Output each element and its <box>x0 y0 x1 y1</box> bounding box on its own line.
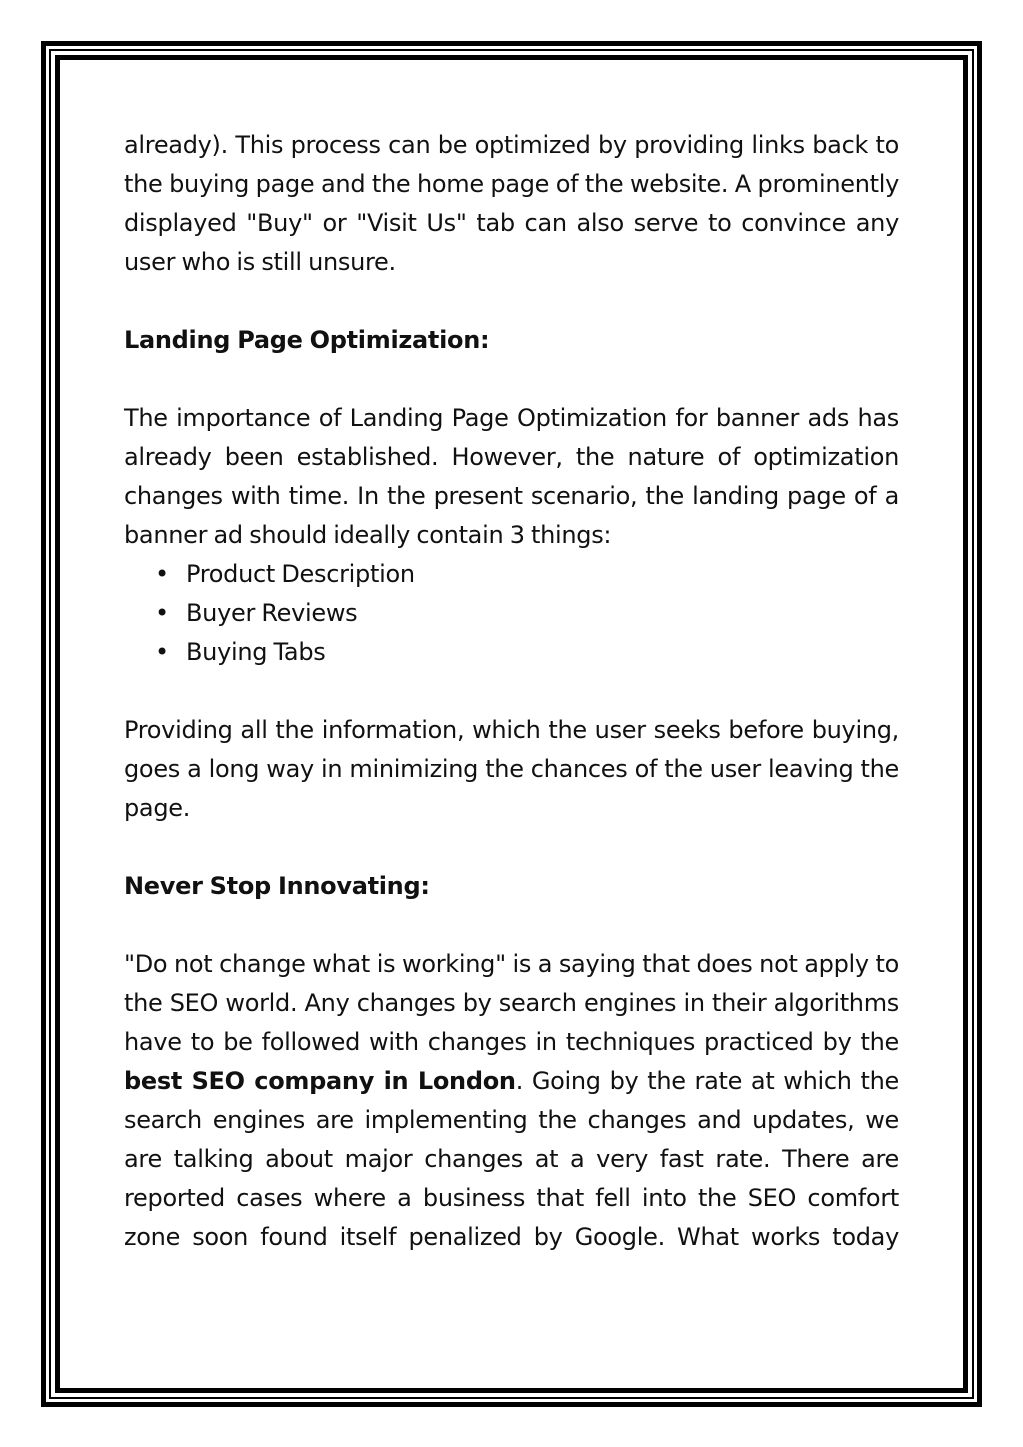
list-item <box>124 594 899 633</box>
bullet-icon: • <box>155 638 169 666</box>
list-item <box>124 555 899 594</box>
bullet-icon: • <box>155 599 169 627</box>
spacer <box>124 906 899 945</box>
list-item-label: Buyer Reviews <box>186 599 358 627</box>
spacer <box>124 282 899 321</box>
document-body <box>124 126 899 1257</box>
seo-company-emphasis: best SEO company in London <box>124 1067 516 1095</box>
paragraph-intro: already). This process can be optimized by providing links back to the buying page and the home page of the website. A prominently displayed "Buy" or "Visit Us" tab can also serve to convince any user who is still unsure. <box>124 131 899 276</box>
paragraph-text: . Going by the rate at which the search engines are implementing the changes and updates, we are talking about major changes at a very fast rate. There are reported cases where a business that fell into the SEO comfort zone soon found itself penalized by Google. What works today <box>124 1067 899 1251</box>
paragraph-text: "Do not change what is working" is a saying that does not apply to the SEO world. Any changes by search engines in their algorithms have to be followed with changes in techniques practiced by the <box>124 950 899 1056</box>
list-item-label: Product Description <box>186 560 415 588</box>
list-item-label: Buying Tabs <box>186 638 326 666</box>
spacer <box>124 360 899 399</box>
spacer <box>124 828 899 867</box>
heading-landing-page-optimization: Landing Page Optimization: <box>124 326 490 354</box>
list-item <box>124 633 899 672</box>
bullet-list <box>124 555 899 672</box>
paragraph-innovating <box>124 945 899 1257</box>
bullet-icon: • <box>155 560 169 588</box>
paragraph-information: Providing all the information, which the user seeks before buying, goes a long way in minimizing the chances of the user leaving the page. <box>124 716 899 822</box>
spacer <box>124 672 899 711</box>
paragraph-landing: The importance of Landing Page Optimization for banner ads has already been established. However, the nature of optimization changes with time. In the present scenario, the landing page of a banner ad should ideally contain 3 things: <box>124 404 899 549</box>
heading-never-stop-innovating: Never Stop Innovating: <box>124 872 430 900</box>
